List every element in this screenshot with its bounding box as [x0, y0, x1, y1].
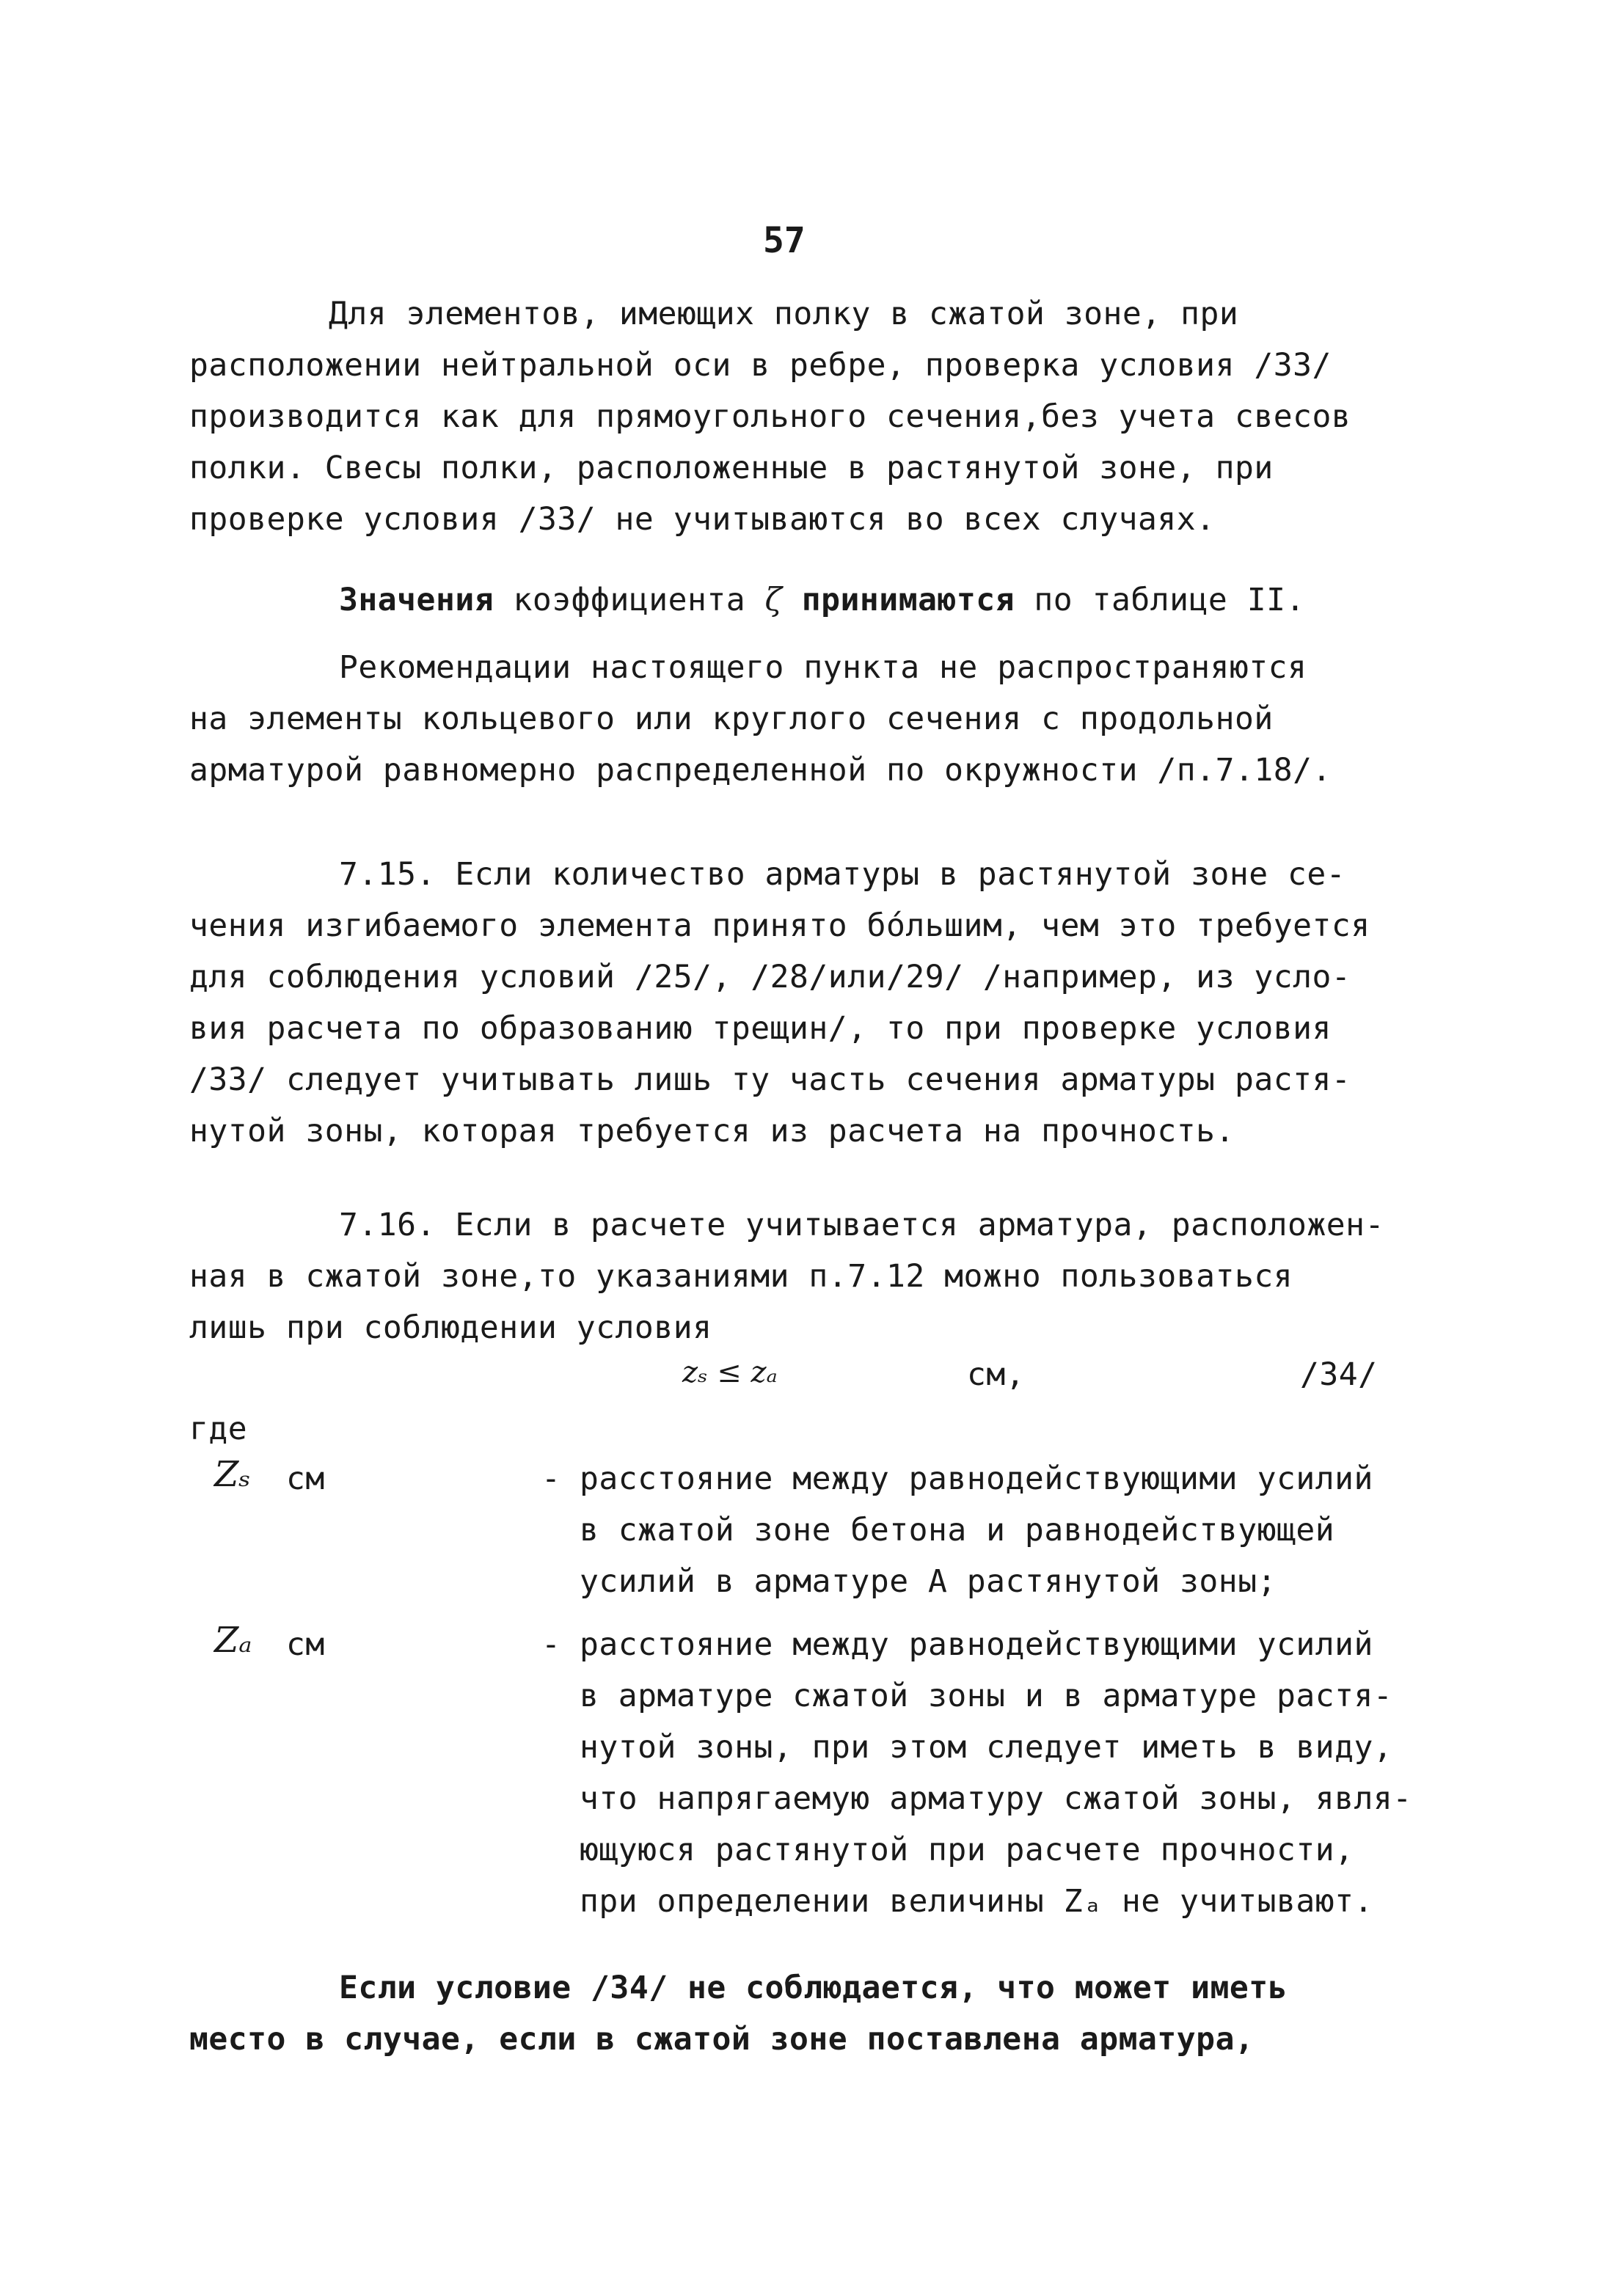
text: по таблице II.: [1015, 582, 1305, 618]
paragraph-line: проверке условия /33/ не учитываются во всех случаях.: [189, 501, 1216, 538]
definition-dash: -: [541, 1460, 561, 1497]
paragraph-line: вия расчета по образованию трещин/, то при проверке условия: [189, 1010, 1332, 1047]
definition-line: расстояние между равнодействующими усилий: [580, 1626, 1373, 1663]
definition-line: усилий в арматуре A растянутой зоны;: [580, 1563, 1277, 1600]
paragraph-line: 7.16. Если в расчете учитывается арматура, расположен-: [339, 1207, 1384, 1243]
where-label: где: [189, 1411, 248, 1447]
bold-text: принимаются: [801, 582, 1015, 618]
text: коэффициента: [494, 582, 765, 618]
page-number: 57: [763, 220, 806, 261]
definition-unit: см: [286, 1626, 325, 1663]
definition-line: при определении величины Zₐ не учитывают.: [580, 1883, 1373, 1920]
coefficient-line: [339, 578, 1305, 622]
paragraph-line: для соблюдения условий /25/, /28/или/29/ /например, из усло-: [189, 959, 1351, 995]
formula-number: /34/: [1300, 1356, 1378, 1393]
definition-symbol: Zₛ: [214, 1454, 251, 1495]
definition-line: в сжатой зоне бетона и равнодействующей: [580, 1512, 1335, 1549]
paragraph-line: арматурой равномерно распределенной по окружности /п.7.18/.: [189, 752, 1332, 789]
bold-text: Значения: [339, 582, 494, 618]
definition-line: расстояние между равнодействующими усилий: [580, 1460, 1373, 1497]
paragraph-line: Для элементов, имеющих полку в сжатой зоне, при: [329, 296, 1239, 332]
paragraph-line: Рекомендации настоящего пункта не распространяются: [339, 649, 1307, 686]
paragraph-line: производится как для прямоугольного сечения,без учета свесов: [189, 398, 1351, 435]
definition-dash: -: [541, 1626, 561, 1663]
paragraph-line: Если условие /34/ не соблюдается, что может иметь: [339, 1970, 1288, 2006]
paragraph-line: чения изгибаемого элемента принято бо́льшим, чем это требуется: [189, 907, 1370, 944]
formula-unit: см,: [967, 1356, 1026, 1393]
definition-unit: см: [286, 1460, 325, 1497]
formula-expression: zₛ ≤ zₐ: [682, 1356, 778, 1389]
paragraph-line: ная в сжатой зоне,то указаниями п.7.12 можно пользоваться: [189, 1258, 1293, 1295]
paragraph-line: /33/ следует учитывать лишь ту часть сечения арматуры растя-: [189, 1061, 1351, 1098]
paragraph-line: лишь при соблюдении условия: [189, 1309, 712, 1346]
definition-line: нутой зоны, при этом следует иметь в виду,: [580, 1729, 1393, 1766]
paragraph-line: место в случае, если в сжатой зоне поставлена арматура,: [189, 2021, 1255, 2058]
definition-line: в арматуре сжатой зоны и в арматуре растя-: [580, 1678, 1393, 1714]
definition-line: что напрягаемую арматуру сжатой зоны, явля-: [580, 1780, 1412, 1817]
paragraph-line: расположении нейтральной оси в ребре, проверка условия /33/: [189, 347, 1332, 384]
paragraph-line: нутой зоны, которая требуется из расчета на прочность.: [189, 1113, 1235, 1149]
paragraph-line: полки. Свесы полки, расположенные в растянутой зоне, при: [189, 450, 1274, 486]
paragraph-line: 7.15. Если количество арматуры в растянутой зоне се-: [339, 856, 1346, 893]
definition-symbol: Zₐ: [214, 1620, 252, 1661]
definition-line: ющуюся растянутой при расчете прочности,: [580, 1832, 1354, 1868]
paragraph-line: на элементы кольцевого или круглого сечения с продольной: [189, 701, 1274, 737]
zeta-symbol: ζ: [764, 582, 783, 618]
